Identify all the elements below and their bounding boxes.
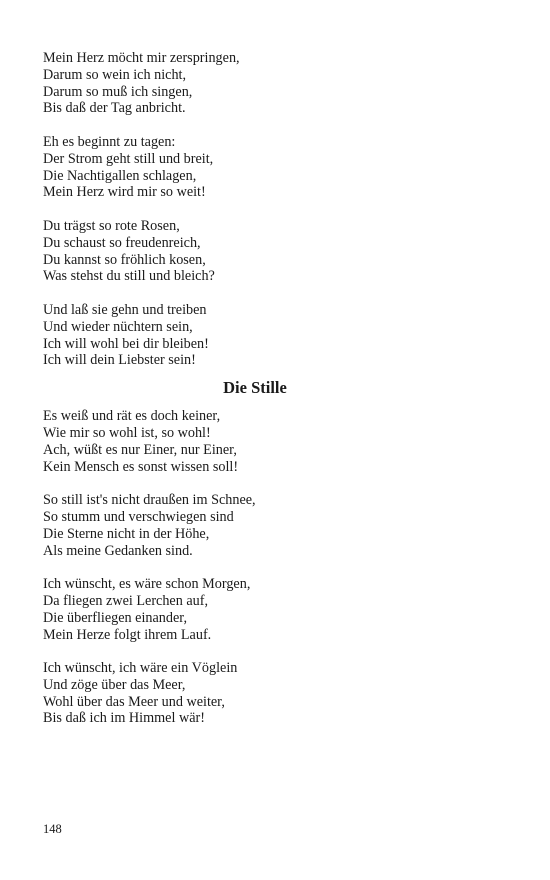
stanza [43,218,473,285]
poem-continued [43,50,473,369]
verse-line: Als meine Gedanken sind. [43,542,193,559]
verse-line: Und wieder nüchtern sein, [43,318,193,335]
verse-line: Mein Herz möcht mir zerspringen, [43,50,240,66]
verse-line: Kein Mensch es sonst wissen soll! [43,458,239,475]
stanza [43,408,473,475]
stanza [43,660,473,727]
verse-line: Die überfliegen einander, [43,609,187,626]
verse-line: Ich will dein Liebster sein! [43,352,196,369]
verse-line: Bis daß ich im Himmel wär! [43,710,205,727]
verse-line: Mein Herz wird mir so weit! [43,184,206,201]
verse-line: Was stehst du still und bleich? [43,268,215,285]
verse-line: Ich wünscht, ich wäre ein Vöglein [43,660,238,677]
verse-line: Ich wünscht, es wäre schon Morgen, [43,576,251,593]
stanza [43,492,473,559]
poem-die-stille [43,408,473,727]
page-text [43,50,473,727]
verse-line: Mein Herze folgt ihrem Lauf. [43,626,212,643]
verse-line: Ach, wüßt es nur Einer, nur Einer, [43,441,237,458]
verse-line: Wohl über das Meer und weiter, [43,693,225,710]
stanza [43,50,473,117]
verse-line: Es weiß und rät es doch keiner, [43,408,221,425]
poem-title: Die Stille [223,378,287,398]
stanza [43,302,473,369]
verse-line: Darum so muß ich singen, [43,83,193,100]
verse-line: Du trägst so rote Rosen, [43,217,180,234]
verse-line: So still ist's nicht draußen im Schnee, [43,492,256,509]
verse-line: Und laß sie gehn und treiben [43,301,207,318]
verse-line: So stumm und verschwiegen sind [43,508,234,525]
stanza [43,576,473,643]
verse-line: Wie mir so wohl ist, so wohl! [43,424,211,441]
verse-line: Und zöge über das Meer, [43,676,186,693]
verse-line: Bis daß der Tag anbricht. [43,100,186,117]
verse-line: Eh es beginnt zu tagen: [43,133,176,150]
verse-line: Die Sterne nicht in der Höhe, [43,525,210,542]
page-number: 148 [43,822,62,836]
verse-line: Du kannst so fröhlich kosen, [43,251,206,268]
verse-line: Ich will wohl bei dir bleiben! [43,335,209,352]
verse-line: Darum so wein ich nicht, [43,66,187,83]
verse-line: Die Nachtigallen schlagen, [43,167,197,184]
verse-line: Da fliegen zwei Lerchen auf, [43,592,209,609]
stanza [43,134,473,201]
verse-line: Der Strom geht still und breit, [43,150,214,167]
verse-line: Du schaust so freudenreich, [43,234,201,251]
